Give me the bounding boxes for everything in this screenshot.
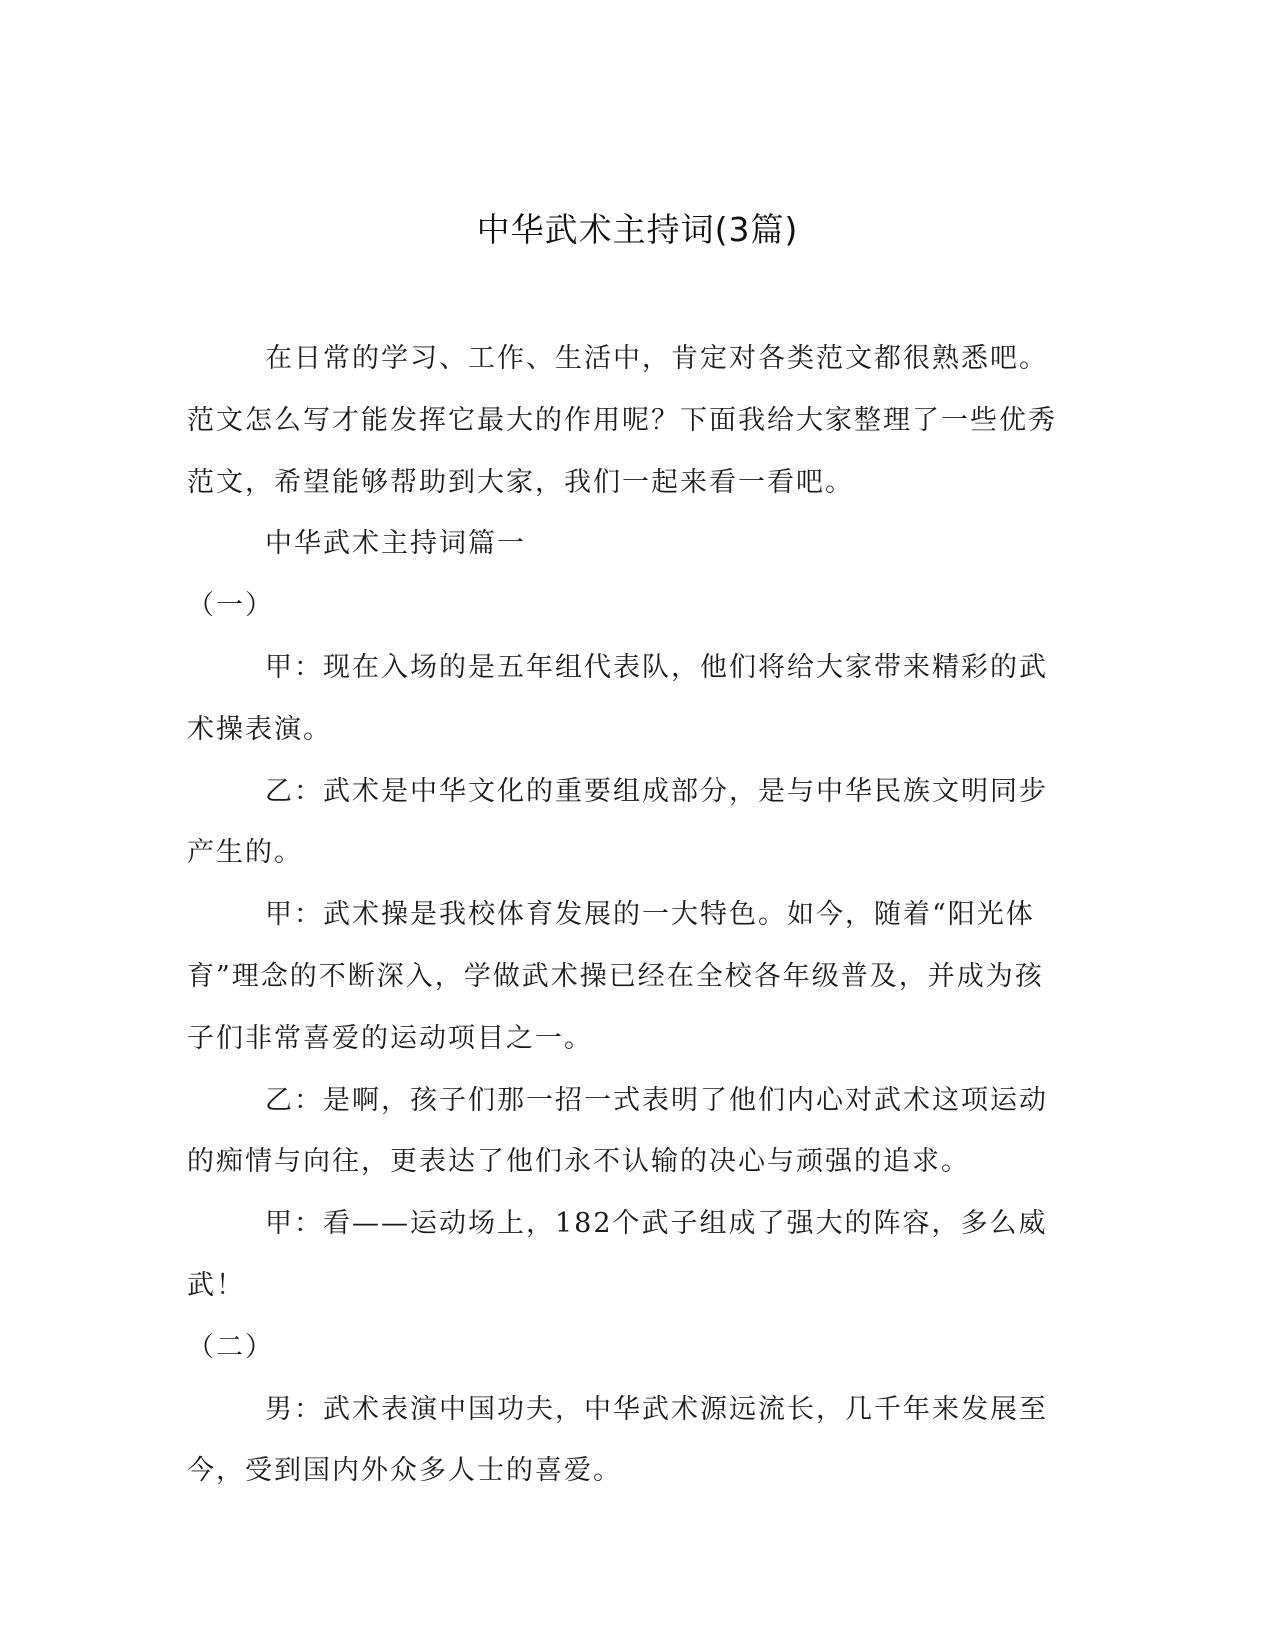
section-heading: 中华武术主持词篇一 xyxy=(265,528,526,560)
dialogue-paragraph: 甲：武术操是我校体育发展的一大特色。如今，随着“阳光体育”理念的不断深入，学做武术操已经在全校各年级普及，并成为孩子们非常喜爱的运动项目之一。 xyxy=(187,899,1044,1054)
dialogue-paragraph: 乙：是啊，孩子们那一招一式表明了他们内心对武术这项运动的痴情与向往，更表达了他们永不认输的决心与顽强的追求。 xyxy=(187,1084,1048,1178)
part-marker: （一） xyxy=(187,590,274,622)
dialogue-paragraph: 甲：看——运动场上，182个武子组成了强大的阵容，多么威武！ xyxy=(187,1208,1048,1301)
intro-paragraph: 在日常的学习、工作、生活中，肯定对各类范文都很熟悉吧。范文怎么写才能发挥它最大的作用呢？下面我给大家整理了一些优秀范文，希望能够帮助到大家，我们一起来看一看吧。 xyxy=(187,343,1057,498)
document-body xyxy=(187,328,1067,1502)
part-marker: （二） xyxy=(187,1331,274,1363)
dialogue-paragraph: 男：武术表演中国功夫，中华武术源远流长，几千年来发展至今，受到国内外众多人士的喜爱。 xyxy=(187,1393,1048,1487)
document-title: 中华武术主持词(3篇) xyxy=(476,210,799,249)
dialogue-paragraph: 甲：现在入场的是五年组代表队，他们将给大家带来精彩的武术操表演。 xyxy=(187,651,1048,745)
dialogue-paragraph: 乙：武术是中华文化的重要组成部分，是与中华民族文明同步产生的。 xyxy=(187,775,1048,869)
